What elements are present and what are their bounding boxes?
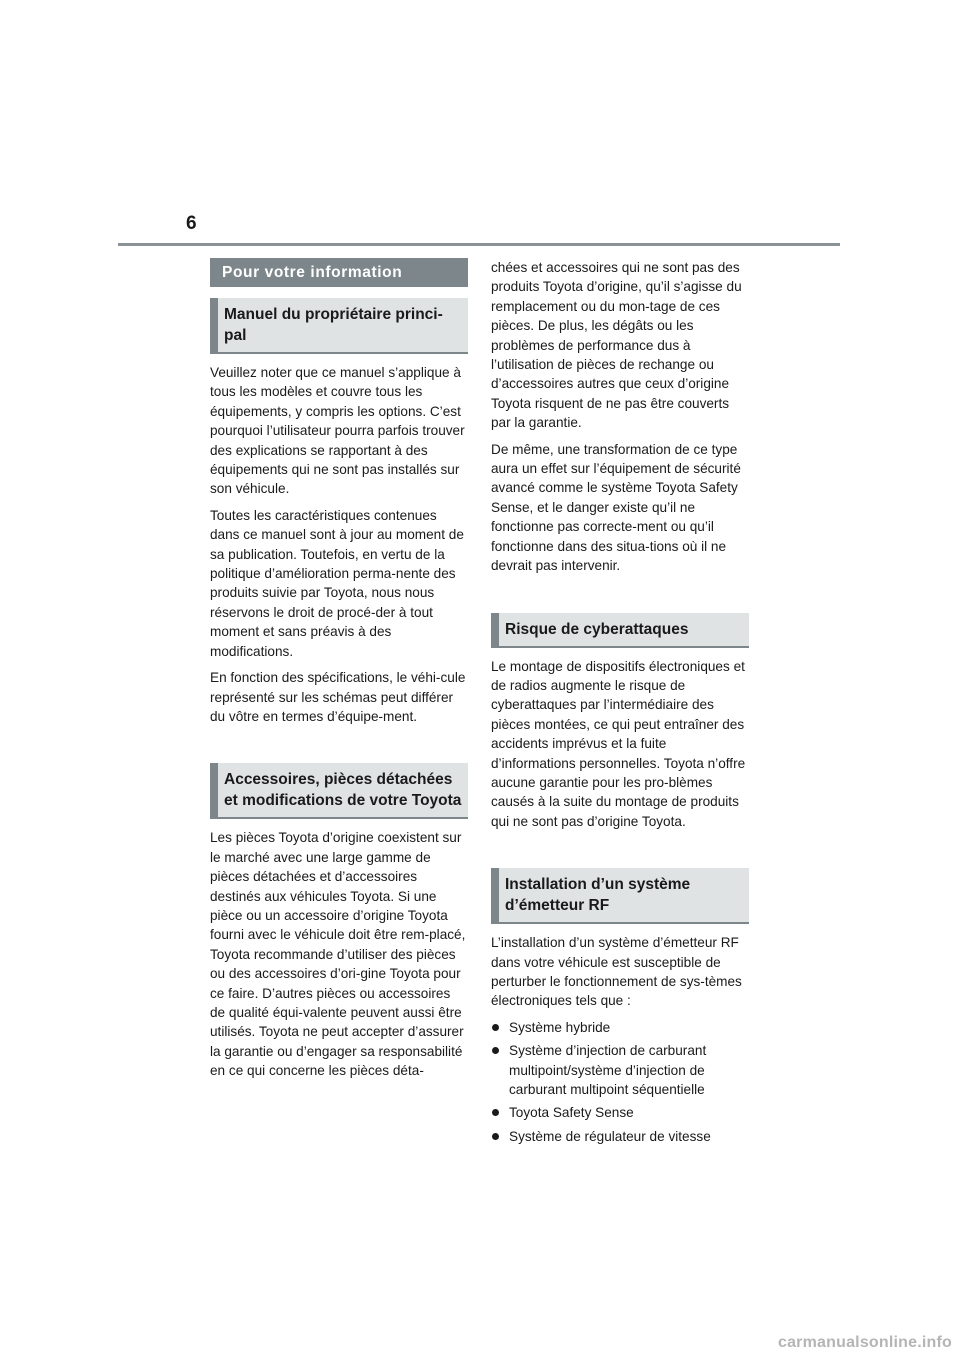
watermark[interactable]: carmanualsonline.info xyxy=(777,1334,952,1351)
bullet-dot-icon xyxy=(492,1024,499,1031)
subheading-line-2: pal xyxy=(224,327,247,344)
paragraph: En fonction des spécifications, le véhi-cule représenté sur les schémas peut différer du vôtre en termes d’équipe-ment. xyxy=(210,670,466,724)
paragraph: De même, une transformation de ce type aura un effet sur l’équipement de sécurité avancé comme le système Toyota Safety Sense, et le danger existe qu’il ne fonctionne pas correcte-ment ou qu’il fonctionne dans des situa-tions où il ne devrait pas intervenir. xyxy=(491,441,741,574)
bullet-list xyxy=(491,1018,749,1146)
subheading-manuel-proprietaire xyxy=(210,298,468,354)
paragraph: chées et accessoires qui ne sont pas des produits Toyota d’origine, qu’il s’agisse du remplacement ou du mon-tage de ces pièces. De plus, les dégâts ou les problèmes de performance dus à l’utilisation de pièces de rechange ou d’accessoires autres que ceux d’origine Toyota risquent de ne pas être couverts par la garantie. xyxy=(491,260,742,431)
subheading-cyberattaques: Risque de cyberattaques xyxy=(491,613,749,648)
list-item: Système hybride xyxy=(491,1018,749,1037)
bullet-dot-icon xyxy=(492,1109,499,1116)
paragraph: Les pièces Toyota d’origine coexistent sur le marché avec une large gamme de pièces détachées et d’accessoires destinés aux véhicules Toyota. Si une pièce ou un accessoire d’origine Toyota fourni avec le véhicule doit être rem-placé, Toyota recommande d’utiliser des pièces ou des accessoires d’ori-gine Toyota pour ce faire. D’autres pièces ou accessoires de qualité équi-valente peuvent aussi être utilisés. Toyota ne peut accepter d’assurer la garantie ou d’engager sa responsabilité en ce qui concerne les pièces déta- xyxy=(210,830,466,1079)
bullet-dot-icon xyxy=(492,1133,499,1140)
paragraph: L’installation d’un système d’émetteur RF dans votre véhicule est susceptible de perturber le fonctionnement de sys-tèmes électroniques tels que : xyxy=(491,935,742,1009)
paragraph: Toutes les caractéristiques contenues dans ce manuel sont à jour au moment de sa publication. Toutefois, en vertu de la politique d’amélioration perma-nente des produits suivie par Toyota, nous nous réservons le droit de procé-der à tout moment et sans préavis à des modifications. xyxy=(210,507,464,659)
section-title-pour-votre-information: Pour votre information xyxy=(210,258,468,287)
right-column xyxy=(491,258,749,1150)
subheading-accessoires: Accessoires, pièces détachées et modifications de votre Toyota xyxy=(210,763,468,819)
subheading-emetteur-rf: Installation d’un système d’émetteur RF xyxy=(491,868,749,924)
list-item: Système de régulateur de vitesse xyxy=(491,1127,749,1146)
list-item: Toyota Safety Sense xyxy=(491,1103,749,1122)
paragraph: Le montage de dispositifs électroniques et de radios augmente le risque de cyberattaques par l’intermédiaire des pièces montées, ce qui peut entraîner des accidents imprévus et la fuite d’informations personnelles. Toyota n’offre aucune garantie pour les pro-blèmes causés à la suite du montage de produits qui ne sont pas d’origine Toyota. xyxy=(491,658,746,829)
list-item: Système d’injection de carburant multipoint/système d’injection de carburant multipoint séquentielle xyxy=(491,1041,749,1099)
paragraph: Veuillez noter que ce manuel s’applique à tous les modèles et couvre tous les équipements, y compris les options. C’est pourquoi l’utilisateur pourra parfois trouver des explications se rapportant à des équipements qui ne sont pas installés sur son véhicule. xyxy=(210,365,465,497)
left-column xyxy=(210,258,468,1088)
header-rule xyxy=(118,243,840,246)
page-number: 6 xyxy=(186,213,197,234)
bullet-dot-icon xyxy=(492,1047,499,1054)
subheading-line-1: Manuel du propriétaire princi- xyxy=(224,306,443,323)
